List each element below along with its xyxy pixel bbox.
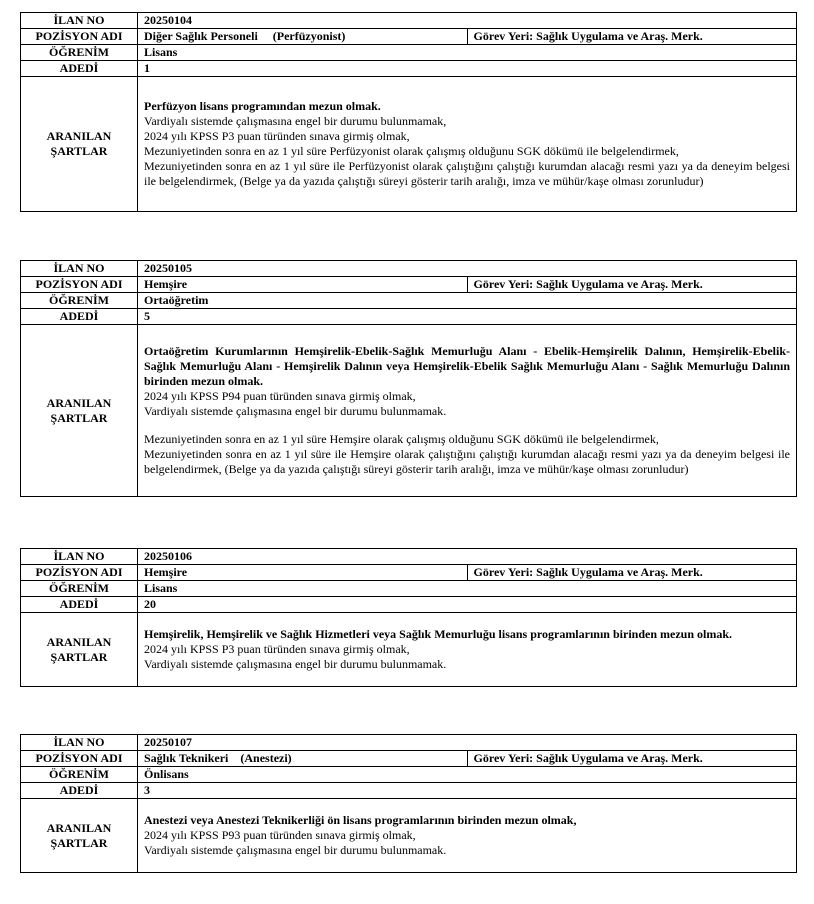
posting-table xyxy=(20,548,797,687)
sart-line: Mezuniyetinden sonra en az 1 yıl süre Hemşire olarak çalışmış olduğunu SGK dökümü ile belgelendirmek, xyxy=(144,432,659,446)
sart-bold: Ortaöğretim Kurumlarının Hemşirelik-Ebelik-Sağlık Memurluğu Alanı - Ebelik-Hemşirelik Dalının, Hemşirelik-Ebelik-Sağlık Memurluğu Alanı - Hemşirelik Dalının veya Hemşirelik-Ebelik Sağlık Memurluğu Alanı - Sağlık Memurluğu Dalının birinden mezun olmak. xyxy=(144,344,790,388)
ogrenim-value: Ortaöğretim xyxy=(138,293,797,309)
adedi-value: 3 xyxy=(138,783,797,799)
pozisyon-label: POZİSYON ADI xyxy=(21,751,138,767)
ogrenim-value: Lisans xyxy=(138,581,797,597)
pozisyon-value: Hemşire xyxy=(138,277,468,293)
sart-bold: Anestezi veya Anestezi Teknikerliği ön lisans programlarının birinden mezun olmak, xyxy=(144,813,577,827)
ogrenim-label: ÖĞRENİM xyxy=(21,293,138,309)
sart-line: Mezuniyetinden sonra en az 1 yıl süre ile Perfüzyonist olarak çalıştığını çalıştığı kurumdan alacağı resmi yazı ya da deneyim belgesi ile belgelendirmek, (Belge ya da yazıda çalıştığı süreyi gösterir tarih aralığı, imza ve mühür/kaşe olması zorunludur) xyxy=(144,159,790,188)
pozisyon-label: POZİSYON ADI xyxy=(21,277,138,293)
adedi-label: ADEDİ xyxy=(21,597,138,613)
adedi-label: ADEDİ xyxy=(21,309,138,325)
ilan-no-label: İLAN NO xyxy=(21,549,138,565)
sart-line: Vardiyalı sistemde çalışmasına engel bir durumu bulunmamak, xyxy=(144,114,447,128)
gorev-yeri: Görev Yeri: Sağlık Uygulama ve Araş. Merk. xyxy=(467,277,797,293)
ilan-no-value: 20250105 xyxy=(138,261,797,277)
ogrenim-label: ÖĞRENİM xyxy=(21,581,138,597)
posting-20250105 xyxy=(20,260,797,497)
posting-table xyxy=(20,260,797,497)
sartlar-content xyxy=(138,77,797,212)
adedi-value: 20 xyxy=(138,597,797,613)
aranilan-sartlar-label: ARANILAN ŞARTLAR xyxy=(21,799,138,873)
ilan-no-label: İLAN NO xyxy=(21,13,138,29)
pozisyon-label: POZİSYON ADI xyxy=(21,565,138,581)
sart-line: 2024 yılı KPSS P93 puan türünden sınava girmiş olmak, xyxy=(144,828,416,842)
ogrenim-value: Önlisans xyxy=(138,767,797,783)
sartlar-content xyxy=(138,799,797,873)
ogrenim-label: ÖĞRENİM xyxy=(21,767,138,783)
sartlar-content xyxy=(138,325,797,497)
ilan-no-value: 20250104 xyxy=(138,13,797,29)
sart-bold: Perfüzyon lisans programından mezun olmak. xyxy=(144,99,381,113)
posting-20250106 xyxy=(20,548,797,687)
adedi-value: 1 xyxy=(138,61,797,77)
adedi-label: ADEDİ xyxy=(21,783,138,799)
sart-line: 2024 yılı KPSS P94 puan türünden sınava girmiş olmak, xyxy=(144,389,416,403)
sart-line: Vardiyalı sistemde çalışmasına engel bir durumu bulunmamak. xyxy=(144,657,447,671)
ilan-no-label: İLAN NO xyxy=(21,261,138,277)
aranilan-sartlar-label: ARANILAN ŞARTLAR xyxy=(21,77,138,212)
gorev-yeri: Görev Yeri: Sağlık Uygulama ve Araş. Merk. xyxy=(467,751,797,767)
pozisyon-value: Diğer Sağlık Personeli (Perfüzyonist) xyxy=(138,29,468,45)
ilan-no-value: 20250107 xyxy=(138,735,797,751)
ilan-no-value: 20250106 xyxy=(138,549,797,565)
sart-line: 2024 yılı KPSS P3 puan türünden sınava girmiş olmak, xyxy=(144,129,410,143)
gorev-yeri: Görev Yeri: Sağlık Uygulama ve Araş. Merk. xyxy=(467,29,797,45)
sart-bold: Hemşirelik, Hemşirelik ve Sağlık Hizmetleri veya Sağlık Memurluğu lisans programlarının birinden mezun olmak. xyxy=(144,627,732,641)
ilan-no-label: İLAN NO xyxy=(21,735,138,751)
gorev-yeri: Görev Yeri: Sağlık Uygulama ve Araş. Merk. xyxy=(467,565,797,581)
sartlar-content xyxy=(138,613,797,687)
posting-20250107 xyxy=(20,734,797,873)
sart-line: Mezuniyetinden sonra en az 1 yıl süre ile Hemşire olarak çalıştığını çalıştığı kurumdan alacağı resmi yazı ya da deneyim belgesi ile belgelendirmek, (Belge ya da yazıda çalıştığı süreyi gösterir tarih aralığı, imza ve mühür/kaşe olması zorunludur) xyxy=(144,447,790,476)
posting-table xyxy=(20,12,797,212)
sart-line: Vardiyalı sistemde çalışmasına engel bir durumu bulunmamak. xyxy=(144,404,447,418)
posting-20250104 xyxy=(20,12,797,212)
posting-table xyxy=(20,734,797,873)
pozisyon-value: Hemşire xyxy=(138,565,468,581)
ogrenim-label: ÖĞRENİM xyxy=(21,45,138,61)
aranilan-sartlar-label: ARANILAN ŞARTLAR xyxy=(21,325,138,497)
pozisyon-label: POZİSYON ADI xyxy=(21,29,138,45)
pozisyon-value: Sağlık Teknikeri (Anestezi) xyxy=(138,751,468,767)
ogrenim-value: Lisans xyxy=(138,45,797,61)
aranilan-sartlar-label: ARANILAN ŞARTLAR xyxy=(21,613,138,687)
sart-line: Mezuniyetinden sonra en az 1 yıl süre Perfüzyonist olarak çalışmış olduğunu SGK dökümü ile belgelendirmek, xyxy=(144,144,679,158)
adedi-value: 5 xyxy=(138,309,797,325)
sart-line: Vardiyalı sistemde çalışmasına engel bir durumu bulunmamak. xyxy=(144,843,447,857)
adedi-label: ADEDİ xyxy=(21,61,138,77)
sart-line: 2024 yılı KPSS P3 puan türünden sınava girmiş olmak, xyxy=(144,642,410,656)
